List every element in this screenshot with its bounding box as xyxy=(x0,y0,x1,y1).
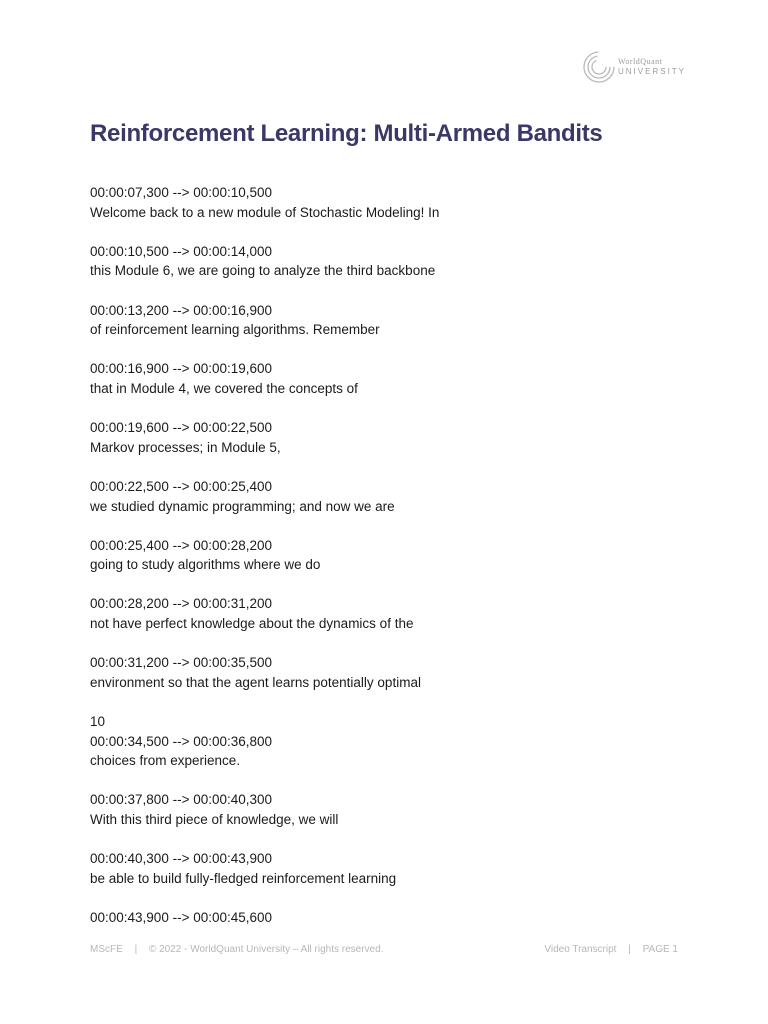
logo-text-line1: WorldQuant xyxy=(618,57,663,66)
entry-timestamp: 00:00:25,400 --> 00:00:28,200 xyxy=(90,537,273,553)
transcript-entry xyxy=(90,242,690,281)
entry-index: 10 xyxy=(90,714,106,730)
transcript-body xyxy=(90,183,690,947)
entry-text: of reinforcement learning algorithms. Remember xyxy=(90,322,380,338)
entry-timestamp: 00:00:22,500 --> 00:00:25,400 xyxy=(90,478,273,494)
entry-timestamp: 00:00:31,200 --> 00:00:35,500 xyxy=(90,655,273,671)
footer-left xyxy=(90,944,383,955)
footer-doc-type: Video Transcript xyxy=(544,944,617,955)
footer-right xyxy=(544,944,678,955)
logo-rings-icon xyxy=(582,50,616,84)
entry-timestamp: 00:00:28,200 --> 00:00:31,200 xyxy=(90,596,273,612)
transcript-entry xyxy=(90,359,690,398)
transcript-entry xyxy=(90,301,690,340)
document-title: Reinforcement Learning: Multi-Armed Bandits xyxy=(90,120,603,147)
footer-course: MScFE xyxy=(90,944,123,955)
university-logo xyxy=(582,48,687,86)
transcript-entry xyxy=(90,418,690,457)
entry-timestamp: 00:00:40,300 --> 00:00:43,900 xyxy=(90,851,273,867)
footer-separator: | xyxy=(134,944,138,955)
transcript-entry xyxy=(90,183,690,222)
transcript-entry xyxy=(90,849,690,888)
footer-copyright: © 2022 - WorldQuant University – All rights reserved. xyxy=(148,944,384,955)
transcript-entry xyxy=(90,653,690,692)
entry-text: this Module 6, we are going to analyze the third backbone xyxy=(90,263,436,279)
transcript-entry xyxy=(90,790,690,829)
entry-text: Welcome back to a new module of Stochastic Modeling! In xyxy=(90,204,440,220)
entry-text: not have perfect knowledge about the dynamics of the xyxy=(90,616,414,632)
entry-timestamp: 00:00:10,500 --> 00:00:14,000 xyxy=(90,243,273,259)
logo-text-line2: UNIVERSITY xyxy=(618,67,687,76)
page-footer xyxy=(90,944,678,955)
footer-page-number: PAGE 1 xyxy=(642,944,678,955)
transcript-entry xyxy=(90,594,690,633)
entry-text: we studied dynamic programming; and now we are xyxy=(90,498,395,514)
entry-timestamp: 00:00:13,200 --> 00:00:16,900 xyxy=(90,302,273,318)
transcript-entry xyxy=(90,712,690,771)
entry-text: With this third piece of knowledge, we will xyxy=(90,812,339,827)
entry-timestamp: 00:00:43,900 --> 00:00:45,600 xyxy=(90,909,273,925)
entry-timestamp: 00:00:16,900 --> 00:00:19,600 xyxy=(90,361,273,377)
entry-text: choices from experience. xyxy=(90,753,241,769)
entry-timestamp: 00:00:07,300 --> 00:00:10,500 xyxy=(90,185,273,200)
transcript-entry xyxy=(90,908,690,928)
entry-timestamp: 00:00:34,500 --> 00:00:36,800 xyxy=(90,733,273,749)
transcript-entry xyxy=(90,536,690,575)
entry-timestamp: 00:00:19,600 --> 00:00:22,500 xyxy=(90,420,273,436)
entry-text: going to study algorithms where we do xyxy=(90,557,321,573)
transcript-entry xyxy=(90,477,690,516)
entry-text: that in Module 4, we covered the concepts of xyxy=(90,380,358,396)
entry-text: Markov processes; in Module 5, xyxy=(90,439,281,455)
footer-separator: | xyxy=(628,944,631,955)
entry-timestamp: 00:00:37,800 --> 00:00:40,300 xyxy=(90,792,273,808)
entry-text: environment so that the agent learns potentially optimal xyxy=(90,674,421,690)
entry-text: be able to build fully-fledged reinforcement learning xyxy=(90,870,397,886)
